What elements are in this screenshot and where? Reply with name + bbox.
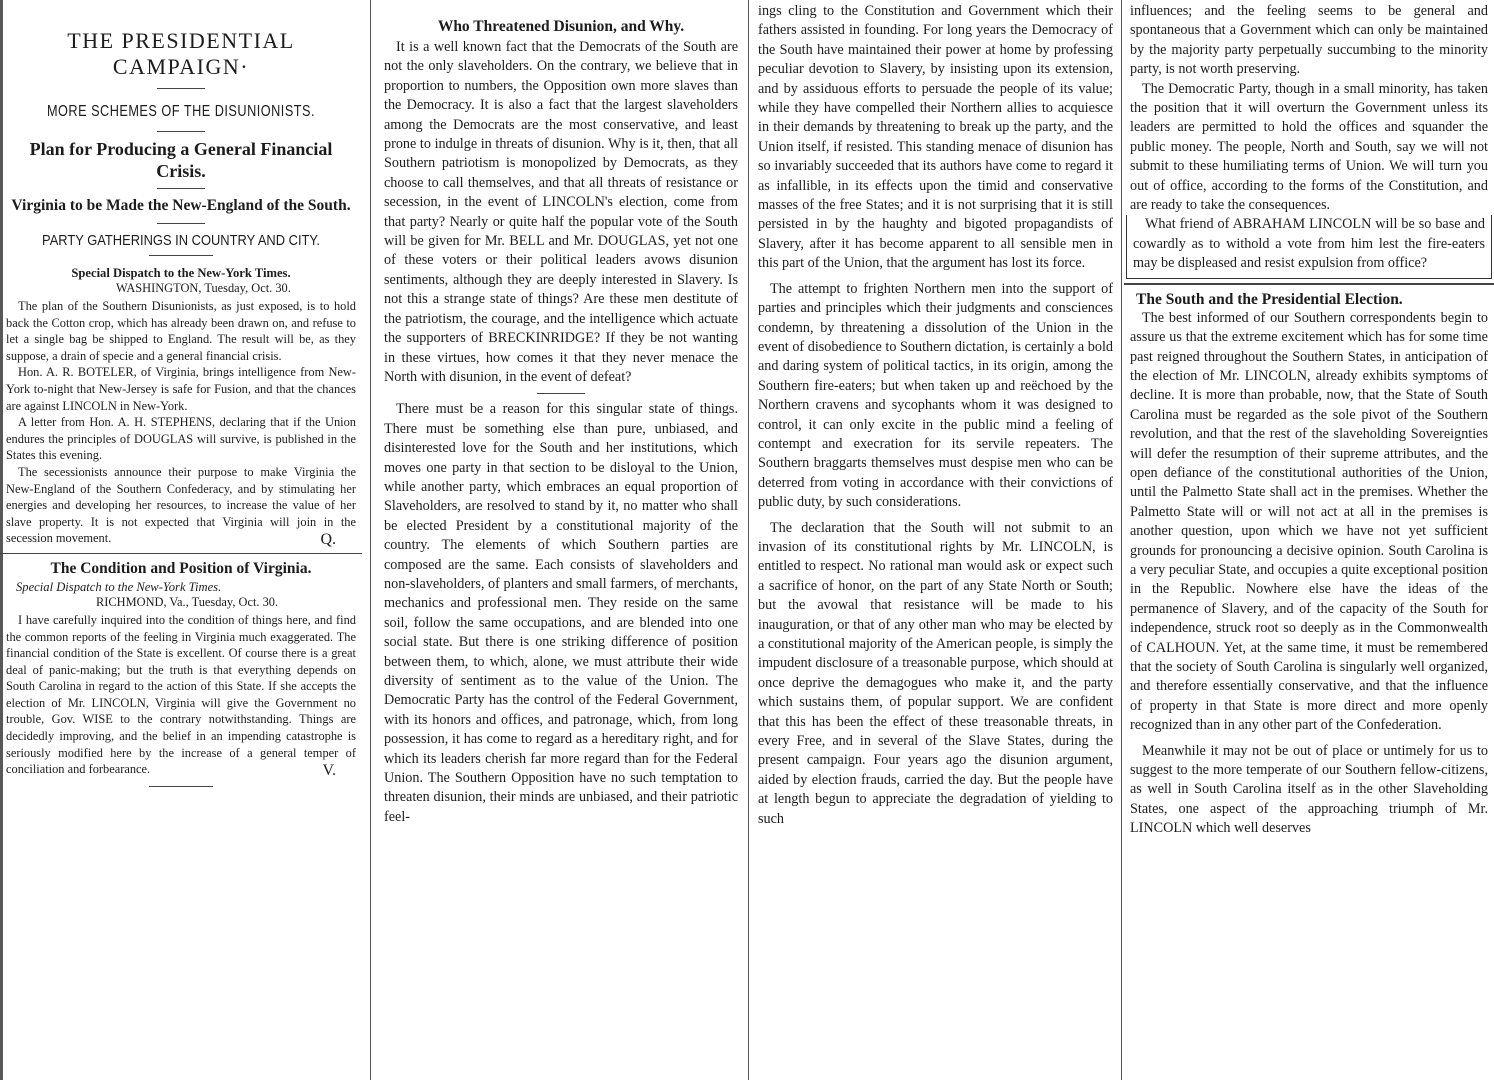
subheadline-schemes: MORE SCHEMES OF THE DISUNIONISTS. bbox=[46, 103, 316, 120]
column-rule bbox=[748, 0, 749, 1080]
divider bbox=[157, 188, 205, 189]
subheadline-financial-crisis: Plan for Producing a General Financial Crisis. bbox=[29, 139, 333, 181]
article-paragraph: There must be a reason for this singular state of things. There must be something else than pure, unbiased, and disinterested love for the South and her institutions, which moves one party in that section to be disloyal to the Union, while another party, which embraces an equal proportion of Slaveholders, are resolved to stand by it, no matter who shall be elected President by a constitutional majority of the country. The elements of which Southern parties are composed are the same. Each consists of slaveholders and non-slaveholders, of planters and small farmers, of merchants, mechanics and professional men. They reside on the same soil, follow the same occupations, and are blended into one social state. But there is one striking difference of position between them, to which, alone, we must attribute their wide diversity of sentiment as to the value of the Union. The Democratic Party has the control of the Federal Government, with its honors and offices, and patronage, which, from long possession, it has come to regard as a hereditary right, and for which its leaders cherish far more regard than for the Federal Union. The Southern Opposition have no such temptation to threaten disunion, their minds are unbiased, and their patriotic feel- bbox=[384, 401, 738, 825]
article-paragraph: I have carefully inquired into the condition of things here, and find the common reports of the feeling in Virginia much exaggerated. The financial condition of the State is excellent. Of course there is a great deal of panic-making; but the truth is that everything depends on South Carolina in regard to the action of this State. If she accepts the election of Mr. LINCOLN, Virginia will give the Government no trouble, Gov. WISE to the contrary notwithstanding. Things are decidedly improving, and the belief in an impending catastrophe is seriously modified here by the increase of a general temper of conciliation and forbearance. bbox=[6, 612, 356, 777]
divider bbox=[157, 223, 205, 224]
dispatch-heading: Special Dispatch to the New-York Times. bbox=[16, 579, 222, 594]
article-title-disunion: Who Threatened Disunion, and Why. bbox=[437, 18, 685, 35]
article-paragraph: Hon. A. R. BOTELER, of Virginia, brings intelligence from New-York to-night that New-Jersey is safe for Fusion, and that the chances are against LINCOLN in New-York. bbox=[6, 365, 356, 413]
divider bbox=[149, 255, 213, 256]
article-paragraph: ings cling to the Constitution and Government which their fathers assisted in founding. For long years the Democracy of the South have maintained their power at home by professing peculiar devotion to Slavery, by insisting upon its extension, and by assiduous efforts to persuade the people of its value; while they have compelled their Northern allies to acquiesce in their demands by threatening to break up the party, and the Union itself, if resisted. This standing menace of disunion has so invariably succeeded that its authors have come to regard it as infallible, in its effects upon the timid and conservative masses of the free States; and it is not surprising that it is still persisted in by the haughty and bigoted propagandists of Slavery, after it has become apparent to all sensible men in this part of the Union, that the argument has lost its force. bbox=[758, 3, 1113, 272]
divider bbox=[0, 553, 362, 554]
divider bbox=[537, 393, 585, 394]
article-paragraph: The attempt to frighten Northern men into the support of parties and principles which their judgments and consciences condemn, by threatening a dissolution of the Union in the event of disobedience to Southern dictation, is certainly a bold and daring system of political tactics, in its origin, among the Southern fire-eaters; but when taken up and reëchoed by the Northern cravens and sycophants whom it was designed to control, it can only excite in the public mind a feeling of contempt and execration for its servile repeaters. The Southern braggarts themselves must despise men who can be deterred from voting in accordance with their convictions of public duty, by such considerations. bbox=[758, 280, 1113, 511]
article-title-virginia: The Condition and Position of Virginia. bbox=[50, 559, 312, 577]
article-title-south-election: The South and the Presidential Election. bbox=[1136, 290, 1403, 308]
column-1 bbox=[0, 0, 362, 1080]
column-rule bbox=[370, 0, 371, 1080]
column-2 bbox=[378, 0, 744, 1080]
main-headline: THE PRESIDENTIAL CAMPAIGN· bbox=[67, 28, 295, 79]
divider bbox=[149, 786, 213, 787]
dispatch-signature: V. bbox=[322, 761, 336, 779]
dateline: RICHMOND, Va., Tuesday, Oct. 30. bbox=[96, 594, 279, 609]
article-paragraph: A letter from Hon. A. H. STEPHENS, declaring that if the Union endures the principles of DOUGLAS will survive, is published in the States this evening. bbox=[6, 415, 356, 463]
dispatch-heading: Special Dispatch to the New-York Times. bbox=[71, 266, 291, 280]
boxed-paragraph bbox=[1126, 215, 1492, 278]
article-paragraph: The declaration that the South will not submit to an invasion of its constitutional rights by Mr. LINCOLN, is entitled to respect. No rational man would ask or expect such a sacrifice of honor, on the part of any State North or South; but the avowal that resistance will be made to his inauguration, or that of any other man who may be elected by a constitutional majority of the American people, is simply the impudent disclosure of a treasonable purpose, which should at once deprive the demagogues who make it, and the party which sustains them, of popular support. We are confident that this has been the effect of these treasonable threats, in every Free, and in several of the Slave States, during the present campaign. Four years ago the disunion argument, aided by election frauds, carried the day. But the people have at length begun to appreciate the degradation of yielding to such bbox=[758, 519, 1113, 827]
article-paragraph: influences; and the feeling seems to be general and spontaneous that a Government which can only be maintained by the majority party perpetually succumbing to the minority party, is not worth preserving. bbox=[1130, 3, 1488, 78]
column-rule bbox=[1121, 0, 1122, 1080]
divider bbox=[157, 88, 205, 89]
article-paragraph: The plan of the Southern Disunionists, as just exposed, is to hold back the Cotton crop, which has already been drawn on, and refuse to let a single bag be shipped to England. The result will be, as they suppose, a drain of specie and a general financial crisis. bbox=[6, 299, 356, 363]
article-paragraph: What friend of ABRAHAM LINCOLN will be so base and cowardly as to withold a vote from him lest the fire-eaters may be displeased and resist expulsion from office? bbox=[1133, 216, 1485, 272]
subheadline-party-gatherings: PARTY GATHERINGS IN COUNTRY AND CITY. bbox=[42, 232, 320, 249]
column-4 bbox=[1124, 0, 1494, 1080]
dateline: WASHINGTON, Tuesday, Oct. 30. bbox=[116, 281, 291, 295]
divider bbox=[1124, 283, 1494, 285]
subheadline-virginia: Virginia to be Made the New-England of the South. bbox=[11, 197, 351, 214]
article-paragraph: Meanwhile it may not be out of place or untimely for us to suggest to the more temperate of our Southern fellow-citizens, as well in South Carolina itself as in the other Slaveholding States, one aspect of the approaching triumph of Mr. LINCOLN which well deserves bbox=[1130, 742, 1488, 837]
dispatch-signature: Q. bbox=[320, 530, 336, 548]
article-paragraph: It is a well known fact that the Democrats of the South are not the only slaveholders. On the contrary, we believe that in proportion to numbers, the Opposition own more slaves than the Democracy. It is also a fact that the largest slaveholders among the Democrats are the most conservative, and least prone to indulge in threats of disunion. Why is it, then, that all Southern patriotism is monopolized by Democrats, as they choose to call themselves, and that all threats of resistance or secession, in the event of LINCOLN's election, come from that party? Nearly or quite half the popular vote of the South will be given for Mr. BELL and Mr. DOUGLAS, yet not one of these voters or their political leaders avows disunion sentiments, although they are deeply interested in Slavery. Is not this a strange state of things? Are these men destitute of the patriotism, the courage, and the intelligence which actuate the supporters of BRECKINRIDGE? If they be not wanting in these virtues, how comes it that they never menace the North with disunion, in the event of defeat? bbox=[384, 39, 738, 385]
article-paragraph: The best informed of our Southern correspondents begin to assure us that the extreme excitement which has for some time past reigned throughout the Southern States, in anticipation of the election of Mr. LINCOLN, already exhibits symptoms of decline. It is more than probable, now, that the State of South Carolina must be regarded as the sole pivot of the Southern revolution, and that the rest of the slaveholding Sovereignties will defer the resumption of their supreme attributes, and the open defiance of the constitutional authorities of the Union, until the Palmetto State shall act in the premises. Whether the Palmetto State will or will not act at all in the premises is another question, upon which we have not yet sufficient grounds for pronouncing a decisive opinion. South Carolina is a very peculiar State, and occupies a quite exceptional position in the Republic. Nowhere else have the ideas of the permanence of Slavery, and of the capacity of the South for independence, struck root so deeply as in the Commonwealth of CALHOUN. Yet, at the same time, it must be remembered that the society of South Carolina is singularly well organized, and therefore essentially conservative, and that the influence of property in that State is more direct and more openly recognized than in any other part of the Confederation. bbox=[1130, 309, 1488, 734]
divider bbox=[157, 131, 205, 132]
article-paragraph: The secessionists announce their purpose to make Virginia the New-England of the Southern Confederacy, and by stimulating her energies and developing her resources, to increase the value of her slave property. It is not expected that Virginia will join in the secession movement. bbox=[6, 464, 356, 546]
column-3 bbox=[752, 0, 1119, 1080]
article-paragraph: The Democratic Party, though in a small minority, has taken the position that it will overturn the Government unless its leaders are permitted to hold the offices and squander the public money. The people, North and South, say we will not submit to these humiliating terms of Union. We will turn you out of office, according to the forms of the Constitution, and are ready to take the consequences. bbox=[1130, 80, 1488, 214]
